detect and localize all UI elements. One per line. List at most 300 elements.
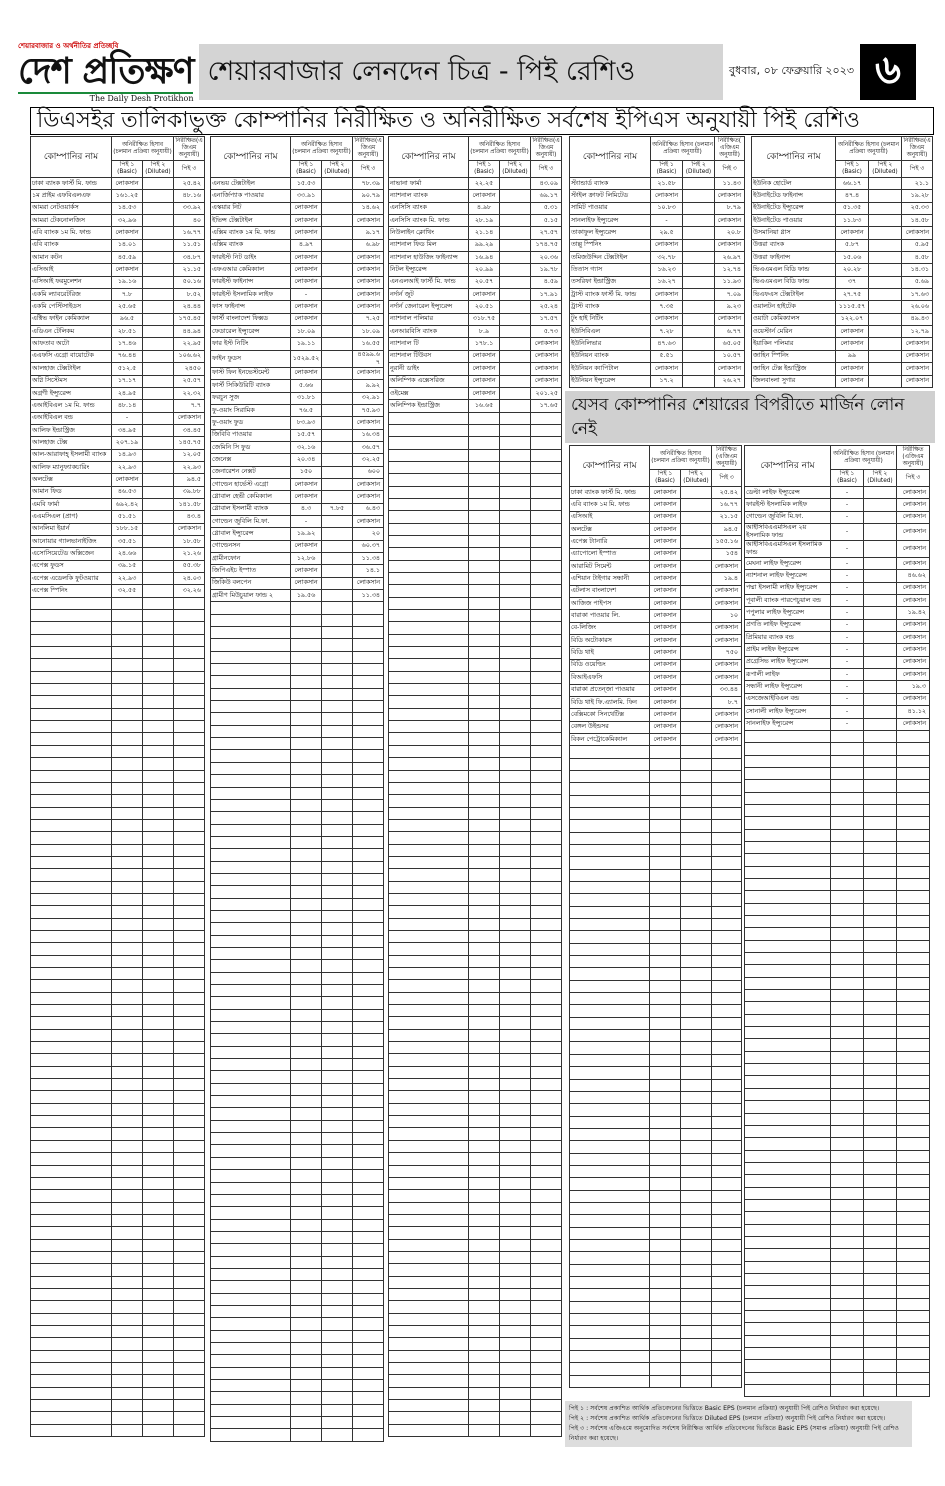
pe1-value: লোকসান xyxy=(650,487,681,499)
table-row xyxy=(211,429,384,441)
pe3-value xyxy=(531,684,562,696)
pe3-value xyxy=(897,1125,930,1137)
company-name: এসিআই ফরমুলেশন xyxy=(31,276,112,288)
pe2-value xyxy=(500,437,531,449)
pe2-value xyxy=(500,239,531,251)
table-row xyxy=(31,807,205,819)
table-row xyxy=(211,923,384,935)
pe2-value xyxy=(683,202,715,214)
pe1-value xyxy=(112,1190,143,1202)
company-name xyxy=(389,1264,469,1276)
company-name xyxy=(31,807,112,819)
pe2-value xyxy=(322,1293,353,1305)
pe2-value xyxy=(322,873,353,885)
table-row xyxy=(389,610,562,622)
table-row xyxy=(745,607,930,619)
company-name: ফারইস্ট ইসলামিক লাইফ xyxy=(211,289,291,301)
pe3-value: ৩২.২৬ xyxy=(174,585,205,597)
pe2-value xyxy=(500,1251,531,1263)
pe3-value xyxy=(353,713,384,725)
company-name xyxy=(31,869,112,881)
company-name xyxy=(211,1009,291,1021)
pe3-value xyxy=(353,1108,384,1120)
company-name xyxy=(570,770,650,782)
table-row xyxy=(211,276,384,288)
table-row xyxy=(211,1182,384,1194)
pe3-value xyxy=(174,819,205,831)
table-row xyxy=(211,1256,384,1268)
company-name: গ্লোবাল ইসলামী ব্যাংক xyxy=(211,503,291,515)
pe3-value: ১৯.৩ xyxy=(897,681,930,693)
company-name: মেঘনা লাইফ ইন্স্যুরেন্স xyxy=(745,558,831,570)
company-name: ফু-ওয়াং ফুড xyxy=(211,417,291,429)
pe2-value xyxy=(322,1145,353,1157)
pe1-value xyxy=(650,931,681,943)
company-name xyxy=(31,671,112,683)
pe1-value xyxy=(469,548,500,560)
pe1-value xyxy=(469,1042,500,1054)
pe3-value xyxy=(174,1239,205,1251)
pe1-value xyxy=(291,935,322,947)
pe3-value xyxy=(897,1150,930,1162)
pe1-value xyxy=(650,906,681,918)
pe3-value: ৮.৭৯ xyxy=(715,202,745,214)
company-name: উত্তরা ফাইনান্স xyxy=(752,252,836,264)
pe2-value xyxy=(681,733,712,745)
company-name: ইউনিক হোটেল xyxy=(752,178,836,190)
company-name: টুং হাই নিটিং xyxy=(570,313,651,325)
pe1-value xyxy=(650,857,681,869)
pe2-value xyxy=(864,829,897,841)
pe1-value xyxy=(112,955,143,967)
pe2-value xyxy=(500,1066,531,1078)
pe2-value xyxy=(683,326,715,338)
company-name: ওইমেক্স xyxy=(389,387,469,399)
footnote: পিই ৩ : সর্বশেষ এজিএমে অনুমোদিত সর্বশেষ নিরীক্ষিত আর্থিক প্রতিবেদনের ভিত্তিতে Basic EPS (সমাপ্ত প্রক্রিয়া) অনুযায়ী পিই রেশিও নির্ধারণ করা হয়েছে। xyxy=(569,1425,899,1442)
pe1-value xyxy=(469,1301,500,1313)
company-name: এএমসিএল (প্রাণ) xyxy=(31,511,112,523)
pe2-value xyxy=(869,264,902,276)
pe1-value xyxy=(112,696,143,708)
pe3-value: ১৫৪ xyxy=(712,548,742,560)
pe2-value xyxy=(143,770,174,782)
pe1-value xyxy=(831,743,864,755)
pe1-value xyxy=(291,651,322,663)
pe3-value xyxy=(353,762,384,774)
pe2-value xyxy=(143,659,174,671)
company-name: আনোয়ার গ্যালভানাইজিং xyxy=(31,535,112,547)
pe3-value: ৮.৭ xyxy=(712,696,742,708)
pe3-value xyxy=(531,498,562,510)
pe1-value xyxy=(291,799,322,811)
pe1-value xyxy=(831,1261,864,1273)
pe1-value xyxy=(112,671,143,683)
pe2-value xyxy=(143,313,174,325)
pe3-value xyxy=(531,1005,562,1017)
pe2-value xyxy=(683,350,715,362)
company-name: ঢাকা ব্যাংক ফার্স্ট মি. ফান্ড xyxy=(570,487,650,499)
company-name: স্টাইল ক্রাফট লিমিটেড xyxy=(570,190,651,202)
pe1-value xyxy=(650,1079,681,1091)
pe1-value xyxy=(469,795,500,807)
table-row xyxy=(211,627,384,639)
pe2-value xyxy=(322,1046,353,1058)
pe1-value xyxy=(831,916,864,928)
pe2-value xyxy=(143,906,174,918)
pe3-value xyxy=(897,1298,930,1310)
table-row xyxy=(389,1140,562,1152)
pe1-value xyxy=(469,585,500,597)
pe3-value: লোকসান xyxy=(902,375,933,387)
pe3-value: লোকসান xyxy=(174,412,205,424)
pe1-value xyxy=(469,943,500,955)
company-name xyxy=(389,1103,469,1115)
pe3-value: ১৬.৭৭ xyxy=(174,227,205,239)
pe3-value: লোকসান xyxy=(531,363,562,375)
pe2-value xyxy=(322,639,353,651)
table-row xyxy=(389,239,562,251)
pe2-value xyxy=(864,792,897,804)
pe3-value xyxy=(712,770,742,782)
company-name xyxy=(570,746,650,758)
table-row xyxy=(31,338,205,350)
pe1-value xyxy=(831,1224,864,1236)
pe1-value: ২০৭.১৯ xyxy=(112,437,143,449)
pe3-value xyxy=(353,738,384,750)
pe3-value: ২০ xyxy=(353,528,384,540)
table-row xyxy=(570,919,742,931)
company-name xyxy=(570,857,650,869)
pe3-value xyxy=(531,610,562,622)
pe2-value xyxy=(864,1027,897,1039)
table-row xyxy=(31,647,205,659)
pe3-value xyxy=(353,688,384,700)
pe1-value xyxy=(650,844,681,856)
company-name xyxy=(570,1104,650,1116)
table-row xyxy=(389,968,562,980)
pe3-value xyxy=(897,1273,930,1285)
company-name xyxy=(211,1071,291,1083)
pe1-value xyxy=(650,1252,681,1264)
pe3-value: ১১.৫১ xyxy=(174,239,205,251)
pe3-value: ৪৯.৪৩ xyxy=(902,313,933,325)
pe1-value: ৫১২.৫ xyxy=(112,363,143,375)
table-row xyxy=(211,1429,384,1441)
company-name xyxy=(211,664,291,676)
pe2-value xyxy=(322,812,353,824)
pe3-value: ৫.৩১ xyxy=(531,202,562,214)
pe3-value xyxy=(174,1400,205,1412)
pe1-value xyxy=(469,1251,500,1263)
pe3-value xyxy=(531,721,562,733)
pe1-value: লোকসান xyxy=(650,709,681,721)
company-name xyxy=(389,1202,469,1214)
pe3-value xyxy=(174,832,205,844)
pe1-value xyxy=(112,1091,143,1103)
pe2-value xyxy=(143,1116,174,1128)
pe3-value xyxy=(712,1178,742,1190)
pe3-value: ৯.২৩ xyxy=(715,301,745,313)
table-row xyxy=(745,1162,930,1174)
pe2-value xyxy=(143,461,174,473)
table-row xyxy=(745,953,930,965)
table-row xyxy=(389,647,562,659)
table-row xyxy=(570,635,742,647)
pe2-value xyxy=(322,960,353,972)
pe3-value: ১৭.৯১ xyxy=(531,289,562,301)
table-row xyxy=(752,276,933,288)
pe3-value xyxy=(531,1264,562,1276)
table-row xyxy=(211,404,384,416)
pe3-value: ১৭৪.৭৫ xyxy=(531,239,562,251)
company-name: এস্কয়ার নিট xyxy=(211,202,291,214)
pe3-value xyxy=(897,1039,930,1051)
pe2-value xyxy=(864,595,897,607)
pe3-value xyxy=(531,449,562,461)
pe2-value xyxy=(322,404,353,416)
pe2-value xyxy=(864,706,897,718)
pe2-value xyxy=(500,375,531,387)
header-company: কোম্পানির নাম xyxy=(752,137,836,178)
pe3-value xyxy=(712,931,742,943)
pe2-value xyxy=(500,881,531,893)
pe2-value xyxy=(864,1385,897,1397)
table-row xyxy=(745,1014,930,1026)
company-name xyxy=(389,1042,469,1054)
pe2-value xyxy=(322,861,353,873)
table-row xyxy=(211,301,384,313)
company-name xyxy=(389,585,469,597)
table-row xyxy=(745,841,930,853)
table-row xyxy=(31,190,205,202)
pe3-value xyxy=(531,1091,562,1103)
pe3-value xyxy=(174,647,205,659)
company-name xyxy=(31,733,112,745)
company-name xyxy=(31,1350,112,1362)
pe1-value: - xyxy=(291,289,322,301)
header-audited: নিরীক্ষিত(এজিএম অনুযায়ী) xyxy=(715,137,745,161)
company-name xyxy=(389,1375,469,1387)
pe3-value: ৯৪.৫ xyxy=(174,474,205,486)
company-name xyxy=(389,1017,469,1029)
pe2-value xyxy=(322,1170,353,1182)
pe1-value xyxy=(831,1039,864,1051)
table-row xyxy=(745,1298,930,1310)
pe2-value xyxy=(143,647,174,659)
pe1-value xyxy=(291,960,322,972)
company-name xyxy=(211,1182,291,1194)
pe2-value xyxy=(864,1360,897,1372)
header-pe1: পিই ১ (Basic) xyxy=(291,161,322,178)
pe1-value: - xyxy=(831,499,864,511)
pe1-value xyxy=(291,947,322,959)
pe3-value xyxy=(712,1104,742,1116)
table-row xyxy=(745,1261,930,1273)
table-row xyxy=(570,190,745,202)
pe2-value xyxy=(322,239,353,251)
pe3-value: লোকসান xyxy=(897,656,930,668)
table-row xyxy=(211,762,384,774)
company-name xyxy=(570,807,650,819)
pe2-value xyxy=(143,610,174,622)
company-name: ফারইস্ট ইসলামিক লাইফ xyxy=(745,499,831,511)
pe3-value xyxy=(174,1412,205,1424)
pe2-value xyxy=(681,524,712,536)
table-row xyxy=(570,276,745,288)
pe2-value xyxy=(322,676,353,688)
company-name xyxy=(570,956,650,968)
pe1-value xyxy=(291,775,322,787)
table-row xyxy=(389,498,562,510)
pe1-value xyxy=(469,733,500,745)
pe2-value xyxy=(864,1249,897,1261)
pe3-value: ৬৯.১৭ xyxy=(531,190,562,202)
header-unaudited: অনিরীক্ষিত হিসাব (চলমান প্রক্রিয়া অনুযায়ী) xyxy=(650,446,712,470)
company-name xyxy=(745,841,831,853)
table-row xyxy=(389,795,562,807)
table-row xyxy=(570,1227,742,1239)
pe3-value xyxy=(531,523,562,535)
pe2-value xyxy=(500,1288,531,1300)
pe2-value xyxy=(500,1387,531,1399)
table-row xyxy=(752,350,933,362)
table-row xyxy=(752,227,933,239)
pe3-value xyxy=(712,980,742,992)
table-row xyxy=(211,1219,384,1231)
pe2-value xyxy=(500,1005,531,1017)
table-row xyxy=(389,1128,562,1140)
pe3-value xyxy=(712,1239,742,1251)
pe3-value xyxy=(712,919,742,931)
pe1-value xyxy=(650,1363,681,1375)
pe1-value xyxy=(469,832,500,844)
table-row xyxy=(31,721,205,733)
company-name: আনলিমা ইয়ার্ন xyxy=(31,523,112,535)
company-name xyxy=(389,535,469,547)
pe1-value xyxy=(112,1276,143,1288)
table-row xyxy=(389,276,562,288)
pe3-value xyxy=(353,972,384,984)
company-name: ট্রাস্ট ব্যাংক ফার্স্ট মি. ফান্ড xyxy=(570,289,651,301)
pe2-value xyxy=(322,215,353,227)
pe2-value xyxy=(681,820,712,832)
pe1-value xyxy=(291,1133,322,1145)
table-row xyxy=(31,1363,205,1375)
pe3-value xyxy=(531,1116,562,1128)
pe1-value: লোকসান xyxy=(650,573,681,585)
pe3-value xyxy=(531,1066,562,1078)
pe3-value xyxy=(353,701,384,713)
table-row xyxy=(570,857,742,869)
table-row xyxy=(389,881,562,893)
margin-loan-title: যেসব কোম্পানির শেয়ারের বিপরীতে মার্জিন লোন নেই xyxy=(565,391,935,443)
company-name xyxy=(389,819,469,831)
pe1-value xyxy=(469,461,500,473)
pe2-value xyxy=(500,659,531,671)
table-row xyxy=(31,498,205,510)
company-name xyxy=(211,849,291,861)
company-name xyxy=(389,597,469,609)
company-name xyxy=(31,968,112,980)
pe3-value xyxy=(353,1120,384,1132)
pe2-value xyxy=(322,417,353,429)
pe3-value: লোকসান xyxy=(902,227,933,239)
pe2-value xyxy=(322,528,353,540)
pe3-value xyxy=(353,1256,384,1268)
pe3-value: লোকসান xyxy=(902,338,933,350)
header-audited: নিরীক্ষিত(এজিএম অনুযায়ী) xyxy=(902,137,933,161)
company-name xyxy=(389,1276,469,1288)
company-name: অলটেক্স xyxy=(570,524,650,536)
pe3-value xyxy=(531,647,562,659)
pe-ratio-table xyxy=(30,136,205,1437)
pe1-value xyxy=(469,992,500,1004)
table-row xyxy=(211,313,384,325)
company-name xyxy=(31,659,112,671)
pe2-value xyxy=(500,1301,531,1313)
pe3-value xyxy=(353,1046,384,1058)
company-name xyxy=(570,869,650,881)
pe3-value: ৪০ xyxy=(174,215,205,227)
table-row xyxy=(31,906,205,918)
pe3-value: লোকসান xyxy=(353,577,384,589)
pe2-value xyxy=(500,745,531,757)
pe2-value xyxy=(869,276,902,288)
company-name xyxy=(389,1153,469,1165)
company-name xyxy=(570,758,650,770)
table-row xyxy=(745,1224,930,1236)
pe3-value: লোকসান xyxy=(897,693,930,705)
pe3-value xyxy=(897,817,930,829)
company-name: ফারইস্ট নিট ডাইং xyxy=(211,252,291,264)
company-name xyxy=(211,1392,291,1404)
pe3-value xyxy=(897,1335,930,1347)
pe1-value xyxy=(291,713,322,725)
pe1-value xyxy=(469,573,500,585)
company-name xyxy=(745,878,831,890)
pe1-value: ২২.২৫ xyxy=(469,178,500,190)
pe1-value: ৪.৯৮ xyxy=(469,202,500,214)
pe2-value xyxy=(683,239,715,251)
table-row xyxy=(389,955,562,967)
company-name: আইসিবিএএমসিএল ইসলামিক ফান্ড xyxy=(745,541,831,558)
company-name xyxy=(570,1079,650,1091)
company-name xyxy=(211,627,291,639)
pe1-value: ২০.৩৪ xyxy=(291,454,322,466)
table-row xyxy=(211,910,384,922)
pe1-value: লোকসান xyxy=(650,610,681,622)
pe3-value: লোকসান xyxy=(353,289,384,301)
table-row xyxy=(31,1153,205,1165)
pe3-value xyxy=(174,782,205,794)
pe1-value xyxy=(112,1128,143,1140)
table-row xyxy=(211,264,384,276)
table-row xyxy=(570,783,742,795)
pe3-value xyxy=(353,824,384,836)
pe2-value xyxy=(322,664,353,676)
pe2-value xyxy=(864,1199,897,1211)
pe2-value xyxy=(500,807,531,819)
table-row xyxy=(389,313,562,325)
table-row xyxy=(389,573,562,585)
company-name: একমি পেস্টিসাইডস xyxy=(31,301,112,313)
company-name xyxy=(389,573,469,585)
pe1-value: লোকসান xyxy=(291,313,322,325)
pe2-value xyxy=(681,844,712,856)
company-name xyxy=(570,980,650,992)
pe2-value xyxy=(869,215,902,227)
company-name xyxy=(570,795,650,807)
